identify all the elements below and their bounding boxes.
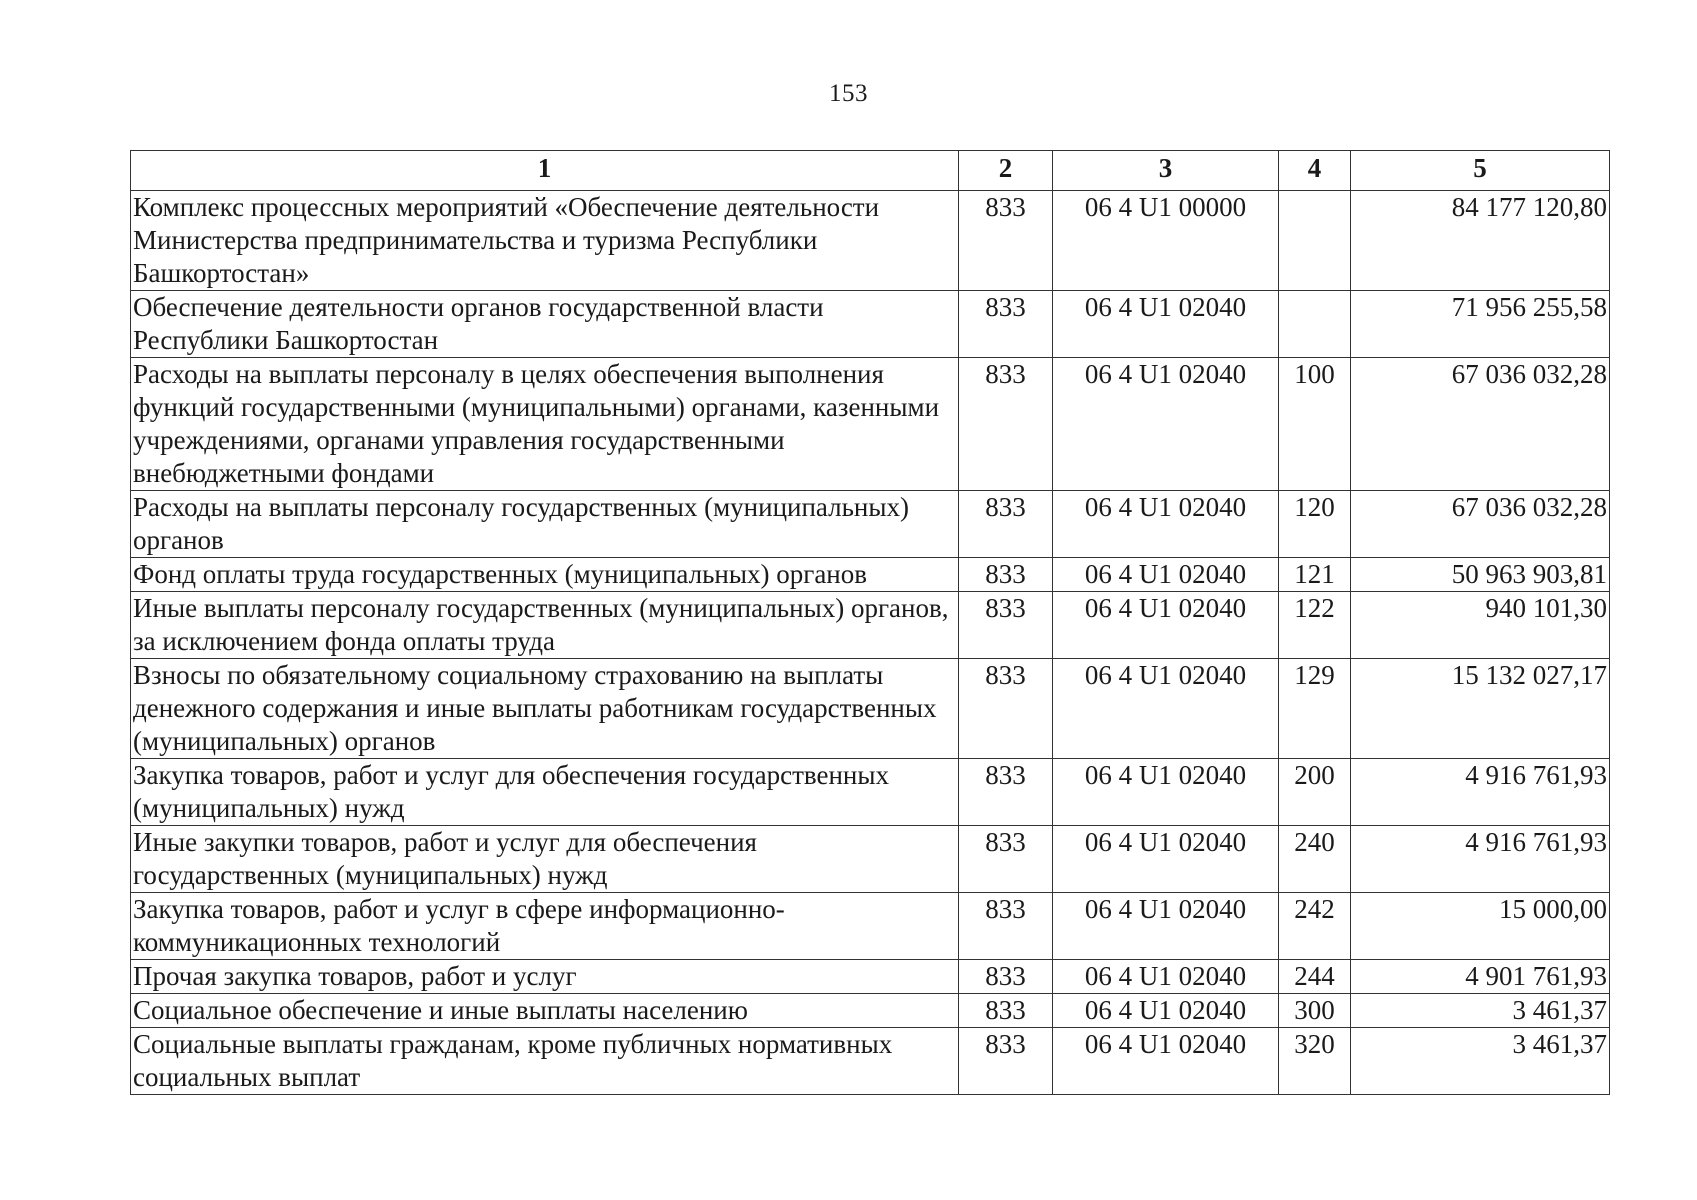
amount-cell: 67 036 032,28 xyxy=(1351,358,1610,491)
item-name-cell: Закупка товаров, работ и услуг в сфере информационно-коммуникационных технологий xyxy=(131,893,959,960)
expense-type-cell: 129 xyxy=(1279,659,1351,759)
department-code-cell: 833 xyxy=(959,191,1053,291)
department-code-cell: 833 xyxy=(959,893,1053,960)
column-header-3: 3 xyxy=(1053,151,1279,191)
table-row xyxy=(131,291,1610,358)
target-article-cell: 06 4 U1 02040 xyxy=(1053,759,1279,826)
expense-type-cell: 122 xyxy=(1279,592,1351,659)
table-header-row xyxy=(131,151,1610,191)
expense-type-cell xyxy=(1279,191,1351,291)
amount-cell: 4 916 761,93 xyxy=(1351,826,1610,893)
amount-cell: 3 461,37 xyxy=(1351,994,1610,1028)
expense-type-cell: 100 xyxy=(1279,358,1351,491)
table-row xyxy=(131,893,1610,960)
expense-type-cell: 121 xyxy=(1279,558,1351,592)
expense-type-cell: 242 xyxy=(1279,893,1351,960)
expense-type-cell: 244 xyxy=(1279,960,1351,994)
amount-cell: 50 963 903,81 xyxy=(1351,558,1610,592)
department-code-cell: 833 xyxy=(959,994,1053,1028)
department-code-cell: 833 xyxy=(959,960,1053,994)
target-article-cell: 06 4 U1 02040 xyxy=(1053,659,1279,759)
table-row xyxy=(131,191,1610,291)
item-name-cell: Закупка товаров, работ и услуг для обеспечения государственных (муниципальных) нужд xyxy=(131,759,959,826)
amount-cell: 4 901 761,93 xyxy=(1351,960,1610,994)
department-code-cell: 833 xyxy=(959,291,1053,358)
department-code-cell: 833 xyxy=(959,759,1053,826)
target-article-cell: 06 4 U1 02040 xyxy=(1053,994,1279,1028)
department-code-cell: 833 xyxy=(959,1028,1053,1095)
department-code-cell: 833 xyxy=(959,659,1053,759)
department-code-cell: 833 xyxy=(959,491,1053,558)
target-article-cell: 06 4 U1 02040 xyxy=(1053,893,1279,960)
amount-cell: 71 956 255,58 xyxy=(1351,291,1610,358)
expense-type-cell: 200 xyxy=(1279,759,1351,826)
column-header-4: 4 xyxy=(1279,151,1351,191)
target-article-cell: 06 4 U1 02040 xyxy=(1053,960,1279,994)
item-name-cell: Социальное обеспечение и иные выплаты населению xyxy=(131,994,959,1028)
amount-cell: 4 916 761,93 xyxy=(1351,759,1610,826)
column-header-2: 2 xyxy=(959,151,1053,191)
target-article-cell: 06 4 U1 02040 xyxy=(1053,592,1279,659)
item-name-cell: Комплекс процессных мероприятий «Обеспечение деятельности Министерства предпринимательства и туризма Республики Башкортостан» xyxy=(131,191,959,291)
table-row xyxy=(131,659,1610,759)
amount-cell: 15 000,00 xyxy=(1351,893,1610,960)
target-article-cell: 06 4 U1 02040 xyxy=(1053,358,1279,491)
item-name-cell: Обеспечение деятельности органов государственной власти Республики Башкортостан xyxy=(131,291,959,358)
department-code-cell: 833 xyxy=(959,558,1053,592)
expense-type-cell: 120 xyxy=(1279,491,1351,558)
target-article-cell: 06 4 U1 02040 xyxy=(1053,491,1279,558)
column-header-1: 1 xyxy=(131,151,959,191)
expense-type-cell: 320 xyxy=(1279,1028,1351,1095)
table-body xyxy=(131,191,1610,1095)
item-name-cell: Иные выплаты персоналу государственных (муниципальных) органов, за исключением фонда оплаты труда xyxy=(131,592,959,659)
amount-cell: 67 036 032,28 xyxy=(1351,491,1610,558)
amount-cell: 940 101,30 xyxy=(1351,592,1610,659)
table-row xyxy=(131,491,1610,558)
item-name-cell: Иные закупки товаров, работ и услуг для обеспечения государственных (муниципальных) нужд xyxy=(131,826,959,893)
column-header-5: 5 xyxy=(1351,151,1610,191)
expense-type-cell: 300 xyxy=(1279,994,1351,1028)
table-row xyxy=(131,759,1610,826)
amount-cell: 15 132 027,17 xyxy=(1351,659,1610,759)
item-name-cell: Расходы на выплаты персоналу в целях обеспечения выполнения функций государственными (муниципальными) органами, казенными учреждениями, органами управления государственными внебюджетными фондами xyxy=(131,358,959,491)
expense-type-cell: 240 xyxy=(1279,826,1351,893)
target-article-cell: 06 4 U1 02040 xyxy=(1053,291,1279,358)
table-row xyxy=(131,358,1610,491)
budget-table xyxy=(130,150,1610,1095)
target-article-cell: 06 4 U1 00000 xyxy=(1053,191,1279,291)
page-number: 153 xyxy=(829,80,868,107)
table-row xyxy=(131,558,1610,592)
table-row xyxy=(131,826,1610,893)
amount-cell: 3 461,37 xyxy=(1351,1028,1610,1095)
amount-cell: 84 177 120,80 xyxy=(1351,191,1610,291)
table-row xyxy=(131,1028,1610,1095)
table-row xyxy=(131,592,1610,659)
item-name-cell: Расходы на выплаты персоналу государственных (муниципальных) органов xyxy=(131,491,959,558)
item-name-cell: Фонд оплаты труда государственных (муниципальных) органов xyxy=(131,558,959,592)
department-code-cell: 833 xyxy=(959,826,1053,893)
department-code-cell: 833 xyxy=(959,592,1053,659)
expense-type-cell xyxy=(1279,291,1351,358)
item-name-cell: Социальные выплаты гражданам, кроме публичных нормативных социальных выплат xyxy=(131,1028,959,1095)
item-name-cell: Прочая закупка товаров, работ и услуг xyxy=(131,960,959,994)
target-article-cell: 06 4 U1 02040 xyxy=(1053,558,1279,592)
target-article-cell: 06 4 U1 02040 xyxy=(1053,1028,1279,1095)
target-article-cell: 06 4 U1 02040 xyxy=(1053,826,1279,893)
department-code-cell: 833 xyxy=(959,358,1053,491)
item-name-cell: Взносы по обязательному социальному страхованию на выплаты денежного содержания и иные выплаты работникам государственных (муниципальных) органов xyxy=(131,659,959,759)
table-row xyxy=(131,994,1610,1028)
table-row xyxy=(131,960,1610,994)
